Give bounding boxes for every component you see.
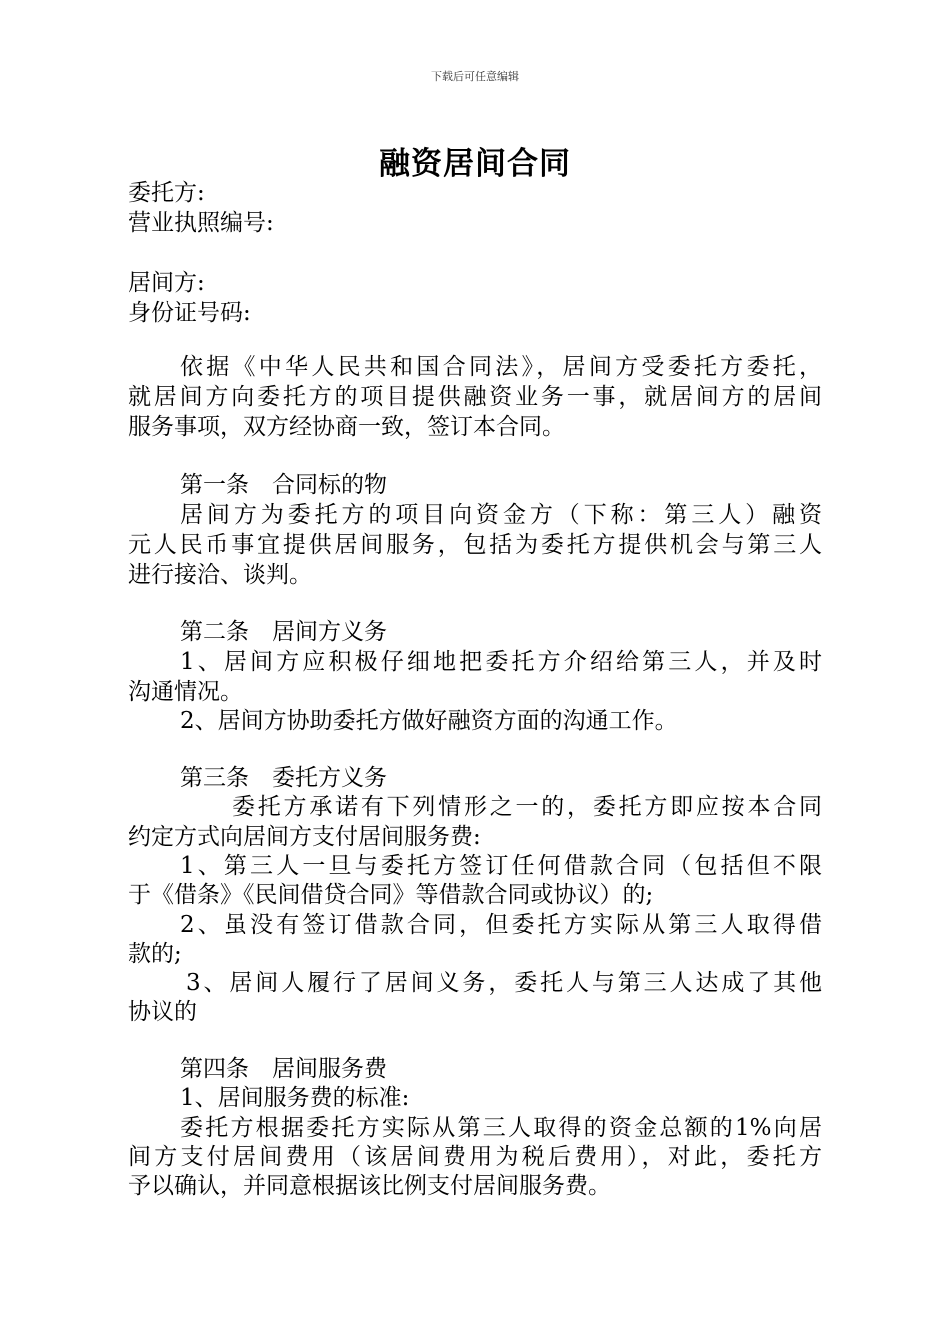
article-2-item-1-cont: 沟通情况。 <box>128 679 243 705</box>
page-header: 下载后可任意编辑 <box>431 70 519 83</box>
article-2-item-2: 2、居间方协助委托方做好融资方面的沟通工作。 <box>180 708 678 734</box>
id-number-label: 身份证号码: <box>128 300 251 326</box>
article-1-line-1: 居间方为委托方的项目向资金方（下称：第三人）融资 <box>180 502 822 528</box>
article-3-item-3: 3、居间人履行了居间义务，委托人与第三人达成了其他 <box>186 970 822 996</box>
article-3-item-3-cont: 协议的 <box>128 999 197 1025</box>
article-4-item-1: 1、居间服务费的标准: <box>180 1085 410 1111</box>
article-1-line-2: 元人民币事宜提供居间服务，包括为委托方提供机会与第三人 <box>128 532 822 558</box>
article-3-intro-cont: 约定方式向居间方支付居间服务费: <box>128 824 481 850</box>
preamble-line-1: 依据《中华人民共和国合同法》，居间方受委托方委托， <box>180 354 822 380</box>
article-4-heading: 第四条 居间服务费 <box>180 1056 387 1082</box>
article-3-item-2-cont: 款的; <box>128 941 182 967</box>
article-1-line-3: 进行接洽、谈判。 <box>128 562 312 588</box>
article-3-intro: 委托方承诺有下列情形之一的，委托方即应按本合同 <box>232 794 822 820</box>
article-3-item-1-cont: 于《借条》《民间借贷合同》等借款合同或协议）的; <box>128 882 654 908</box>
business-license-label: 营业执照编号: <box>128 210 274 236</box>
document-title: 融资居间合同 <box>379 146 571 182</box>
article-4-line-1: 委托方根据委托方实际从第三人取得的资金总额的1%向居 <box>180 1115 822 1141</box>
article-3-item-2: 2、虽没有签订借款合同，但委托方实际从第三人取得借 <box>180 912 822 938</box>
broker-label: 居间方: <box>128 270 205 296</box>
client-label: 委托方: <box>128 180 205 206</box>
article-1-heading: 第一条 合同标的物 <box>180 472 387 498</box>
article-4-line-3: 予以确认，并同意根据该比例支付居间服务费。 <box>128 1173 611 1199</box>
article-3-item-1: 1、第三人一旦与委托方签订任何借款合同（包括但不限 <box>180 853 822 879</box>
article-2-item-1: 1、居间方应积极仔细地把委托方介绍给第三人，并及时 <box>180 649 822 675</box>
article-2-heading: 第二条 居间方义务 <box>180 619 387 645</box>
article-3-heading: 第三条 委托方义务 <box>180 765 387 791</box>
preamble-line-2: 就居间方向委托方的项目提供融资业务一事，就居间方的居间 <box>128 384 822 410</box>
article-4-line-2: 间方支付居间费用（该居间费用为税后费用），对此，委托方 <box>128 1144 822 1170</box>
preamble-line-3: 服务事项，双方经协商一致，签订本合同。 <box>128 414 565 440</box>
